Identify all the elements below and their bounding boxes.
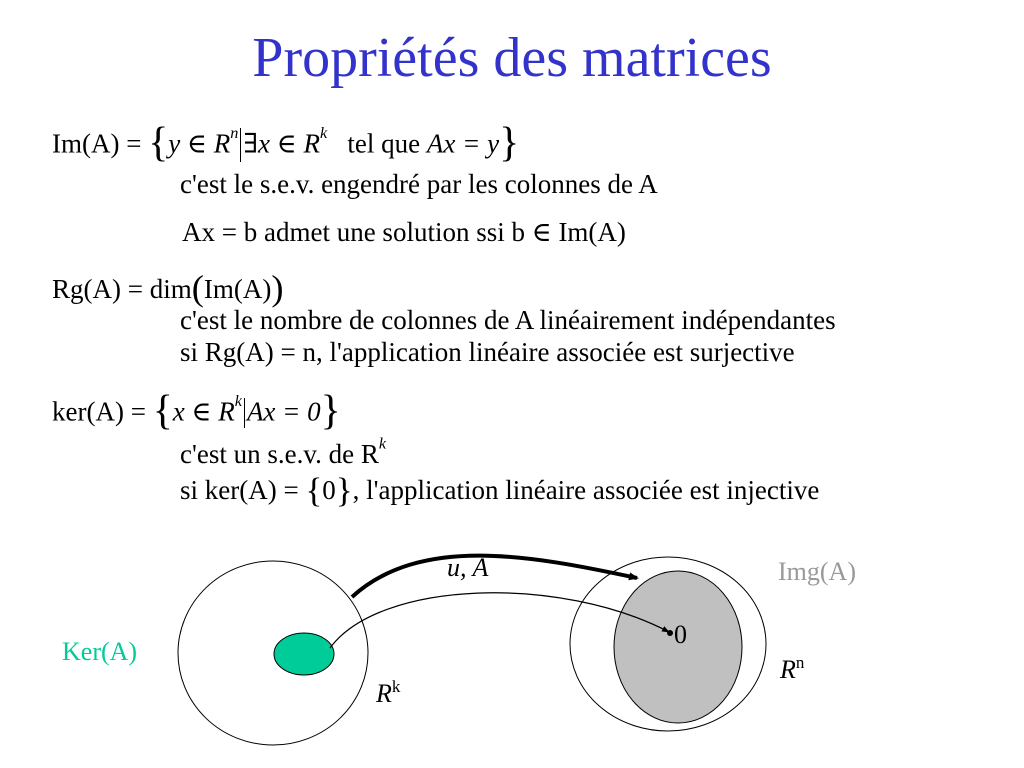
- rg-argument: Im(A): [203, 273, 272, 304]
- ker-definition: ker(A) = {x ∈ $R^k$ Ax = 0}: [52, 388, 341, 434]
- rg-lhs: Rg(A) = dim: [52, 273, 192, 304]
- im-condition-exponent: k: [319, 124, 328, 143]
- im-condition-exists: ∃x ∈ R: [243, 128, 320, 159]
- map-label: u, A: [447, 553, 489, 582]
- im-lhs: Im(A) =: [52, 128, 142, 159]
- domain-label: [375, 677, 401, 708]
- ker-injective-before: si ker(A) =: [180, 475, 299, 506]
- ker-condition: Ax = 0: [246, 396, 321, 427]
- ker-set-element: x ∈ R: [172, 396, 235, 427]
- ker-description-text: c'est un s.e.v. de R: [180, 439, 379, 469]
- ker-lhs: ker(A) =: [52, 396, 146, 427]
- ker-set-exponent: k: [234, 392, 242, 411]
- im-condition-tel-que: tel que: [347, 128, 421, 159]
- codomain-label: [779, 653, 805, 684]
- codomain-label-base: R: [780, 655, 796, 684]
- codomain-label-exp: n: [795, 653, 805, 672]
- domain-label-exp: k: [391, 677, 401, 696]
- zero-point: [667, 630, 673, 636]
- im-condition-equation: Ax = y: [426, 128, 500, 159]
- im-set-element: y ∈ R: [168, 128, 231, 159]
- im-definition: Im(A) = {y ∈ $R^n$ ∃x ∈ $R^k$ tel que Ax = y}: [52, 120, 520, 166]
- rg-description: c'est le nombre de colonnes de A linéairement indépendantes: [180, 305, 836, 335]
- slide-title: Propriétés des matrices: [252, 27, 772, 89]
- ker-injective-zero: 0: [322, 475, 336, 506]
- map-arrow: [352, 556, 637, 597]
- ker-injective: si ker(A) = {0}, l'application linéaire associée est injective: [180, 471, 820, 510]
- im-solution-condition: Ax = b admet une solution ssi b ∈ Im(A): [182, 217, 626, 247]
- domain-label-base: R: [376, 679, 392, 708]
- im-description: c'est le s.e.v. engendré par les colonnes de A: [180, 169, 658, 199]
- ker-injective-after: , l'application linéaire associée est injective: [352, 475, 820, 506]
- image-label: Img(A): [778, 557, 856, 586]
- kernel-label: Ker(A): [62, 637, 138, 666]
- zero-label: 0: [674, 620, 687, 649]
- ker-description-exponent: k: [378, 434, 387, 453]
- rg-surjective: si Rg(A) = n, l'application linéaire associée est surjective: [180, 337, 795, 367]
- domain-space-ellipse: [178, 561, 368, 745]
- kernel-ellipse: [274, 633, 334, 675]
- im-set-exponent: n: [230, 124, 239, 143]
- rg-definition: Rg(A) = dim(Im(A)): [52, 268, 284, 308]
